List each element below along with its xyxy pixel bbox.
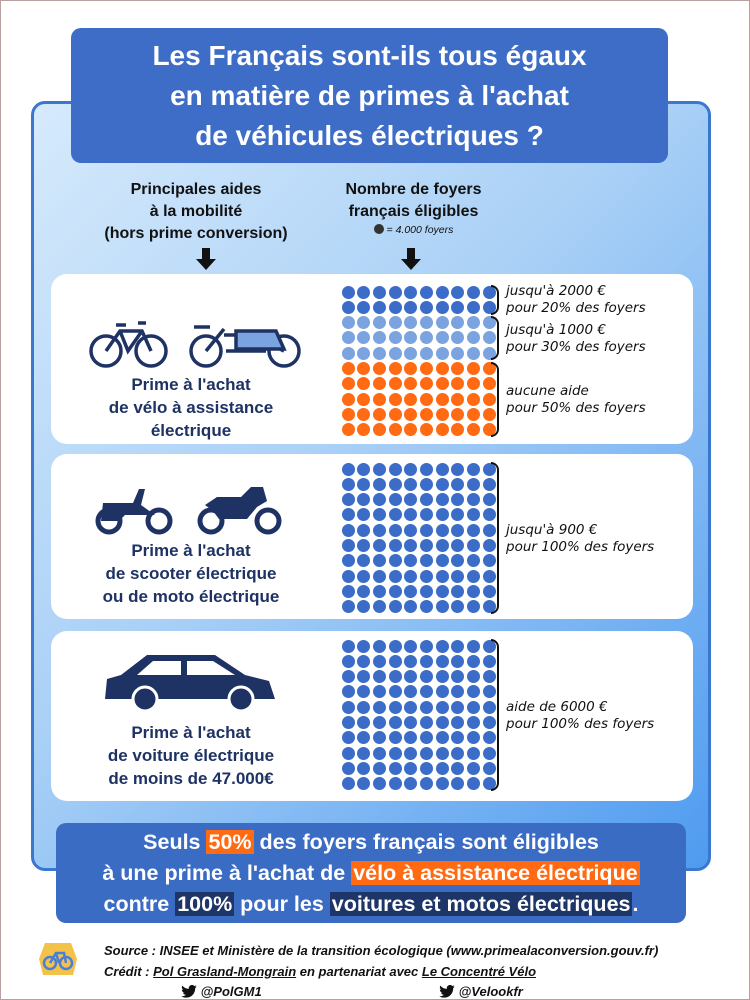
- label-line: de scooter électrique: [105, 564, 277, 583]
- household-dot: [342, 478, 355, 491]
- household-dot: [373, 316, 386, 329]
- scooter-moto-icon: [93, 483, 288, 538]
- household-dot: [373, 777, 386, 790]
- household-dot: [342, 585, 355, 598]
- household-dot: [342, 316, 355, 329]
- label-line: Prime à l'achat: [131, 375, 251, 394]
- title-line: de véhicules électriques ?: [195, 120, 544, 151]
- dot-legend-text: = 4.000 foyers: [386, 224, 454, 236]
- household-dot: [342, 423, 355, 436]
- group-brace: [491, 362, 499, 438]
- household-dot: [342, 508, 355, 521]
- household-dot: [342, 408, 355, 421]
- text: Seuls: [143, 830, 207, 854]
- household-dot: [420, 393, 433, 406]
- banner-line: [56, 827, 686, 858]
- household-dot: [436, 493, 449, 506]
- household-dot: [389, 640, 402, 653]
- note-line: pour 20% des foyers: [506, 300, 646, 317]
- household-dot: [342, 600, 355, 613]
- household-dot: [389, 539, 402, 552]
- household-dot: [467, 478, 480, 491]
- household-dot: [373, 762, 386, 775]
- household-dot: [373, 539, 386, 552]
- household-dot: [373, 570, 386, 583]
- panel-label-ebike: [61, 373, 321, 442]
- household-dot: [404, 347, 417, 360]
- household-dot: [467, 408, 480, 421]
- note-line: jusqu'à 2000 €: [506, 283, 606, 300]
- household-dot: [467, 463, 480, 476]
- household-dot: [357, 393, 370, 406]
- household-dot: [436, 747, 449, 760]
- household-dot: [436, 701, 449, 714]
- household-dot: [436, 286, 449, 299]
- household-dot: [373, 747, 386, 760]
- household-dot: [436, 640, 449, 653]
- household-dot: [420, 362, 433, 375]
- conclusion-banner: [56, 823, 686, 923]
- household-dot: [404, 570, 417, 583]
- arrow-down-icon: [196, 248, 216, 270]
- household-dot: [451, 747, 464, 760]
- text: en partenariat avec: [296, 964, 422, 979]
- household-dot: [389, 301, 402, 314]
- header-line: à la mobilité: [149, 203, 243, 220]
- dot-legend-icon: [374, 224, 384, 234]
- household-dot: [436, 478, 449, 491]
- household-dot: [373, 585, 386, 598]
- household-dot: [357, 463, 370, 476]
- household-dot: [342, 539, 355, 552]
- highlight-navy: voitures et motos électriques: [331, 892, 631, 916]
- note-line: pour 30% des foyers: [506, 338, 646, 355]
- household-dot: [404, 640, 417, 653]
- text: pour les: [234, 892, 330, 916]
- household-dot: [342, 716, 355, 729]
- household-dot: [451, 463, 464, 476]
- group-note: [506, 522, 654, 556]
- household-dot: [373, 347, 386, 360]
- household-dot: [436, 554, 449, 567]
- note-line: pour 100% des foyers: [506, 538, 655, 555]
- column-header-aids: [76, 179, 316, 245]
- household-dot: [420, 301, 433, 314]
- household-dot: [389, 762, 402, 775]
- note-line: aide de 6000 €: [506, 698, 608, 715]
- group-note: [506, 383, 646, 417]
- panel-label-scooter: [61, 539, 321, 608]
- household-dot: [404, 524, 417, 537]
- handle-text: @Velookfr: [458, 984, 523, 999]
- household-dot: [389, 524, 402, 537]
- household-dot: [373, 716, 386, 729]
- household-dot: [389, 747, 402, 760]
- household-dot: [342, 377, 355, 390]
- household-dot: [389, 408, 402, 421]
- household-dot: [467, 347, 480, 360]
- household-dot: [373, 301, 386, 314]
- household-dot: [373, 408, 386, 421]
- household-dot: [436, 423, 449, 436]
- note-line: pour 50% des foyers: [506, 399, 646, 416]
- household-dot: [342, 747, 355, 760]
- household-dot: [373, 423, 386, 436]
- household-dot: [436, 570, 449, 583]
- text: .: [632, 892, 639, 916]
- household-dot: [420, 347, 433, 360]
- label-line: Prime à l'achat: [131, 541, 251, 560]
- household-dot: [389, 554, 402, 567]
- household-dot: [436, 539, 449, 552]
- label-line: de moins de 47.000€: [108, 769, 274, 788]
- author-link[interactable]: Pol Grasland-Mongrain: [153, 964, 297, 979]
- household-dot: [342, 463, 355, 476]
- household-dot: [467, 716, 480, 729]
- household-dot: [436, 347, 449, 360]
- household-dot: [420, 640, 433, 653]
- handle-text: @PolGM1: [200, 984, 262, 999]
- title-line: en matière de primes à l'achat: [170, 80, 569, 111]
- household-dot: [467, 286, 480, 299]
- household-dot: [373, 701, 386, 714]
- twitter-handle-2[interactable]: [439, 984, 523, 999]
- household-dot: [420, 762, 433, 775]
- household-dot: [420, 408, 433, 421]
- household-dot: [467, 762, 480, 775]
- velo-logo: [37, 939, 79, 979]
- household-dot: [420, 701, 433, 714]
- household-dot: [467, 585, 480, 598]
- household-dot: [420, 316, 433, 329]
- partner-link[interactable]: Le Concentré Vélo: [421, 964, 537, 979]
- household-dot: [467, 570, 480, 583]
- household-dot: [467, 701, 480, 714]
- twitter-handle-1[interactable]: [181, 984, 262, 999]
- household-dot: [451, 286, 464, 299]
- household-dot: [467, 393, 480, 406]
- household-dot: [420, 585, 433, 598]
- header-line: Principales aides: [130, 181, 262, 198]
- bicycle-icon: [86, 319, 306, 369]
- household-dot: [436, 463, 449, 476]
- household-dot: [420, 539, 433, 552]
- household-dot: [420, 747, 433, 760]
- group-note: [506, 283, 646, 317]
- household-dot: [467, 655, 480, 668]
- header-line: Nombre de foyers: [345, 181, 482, 198]
- household-dot: [467, 640, 480, 653]
- household-dot: [342, 362, 355, 375]
- household-dot: [342, 493, 355, 506]
- text: Crédit :: [104, 964, 154, 979]
- label-line: électrique: [150, 421, 232, 440]
- household-dot: [342, 331, 355, 344]
- household-dot: [342, 701, 355, 714]
- household-dot: [373, 362, 386, 375]
- household-dot: [373, 655, 386, 668]
- household-dot: [467, 524, 480, 537]
- household-dot: [389, 701, 402, 714]
- label-line: Prime à l'achat: [131, 723, 251, 742]
- group-note: [506, 322, 646, 356]
- household-dot: [342, 640, 355, 653]
- page-title: [71, 28, 668, 163]
- twitter-icon: [181, 985, 197, 998]
- household-dot: [420, 493, 433, 506]
- household-dot: [420, 463, 433, 476]
- household-dot: [357, 524, 370, 537]
- group-brace: [491, 639, 499, 791]
- panel-label-car: [61, 721, 321, 790]
- household-dot: [357, 570, 370, 583]
- household-dot: [389, 508, 402, 521]
- household-dot: [342, 301, 355, 314]
- household-dot: [451, 393, 464, 406]
- household-dot: [357, 640, 370, 653]
- household-dot: [404, 286, 417, 299]
- household-dot: [389, 655, 402, 668]
- household-dot: [342, 670, 355, 683]
- household-dot: [342, 524, 355, 537]
- household-dot: [436, 377, 449, 390]
- household-dot: [436, 408, 449, 421]
- household-dot: [404, 701, 417, 714]
- household-dot: [420, 655, 433, 668]
- household-dot: [420, 670, 433, 683]
- household-dot: [436, 762, 449, 775]
- household-dot: [389, 493, 402, 506]
- household-dot: [404, 747, 417, 760]
- text: contre: [103, 892, 176, 916]
- household-dot: [357, 347, 370, 360]
- title-line: Les Français sont-ils tous égaux: [152, 40, 587, 71]
- household-dot: [436, 393, 449, 406]
- source-text: Source : INSEE et Ministère de la transition écologique (www.primealaconversion.gouv.fr): [104, 943, 659, 958]
- household-dot: [389, 731, 402, 744]
- household-dot: [389, 331, 402, 344]
- household-dot: [389, 347, 402, 360]
- household-dot: [342, 685, 355, 698]
- household-dot: [389, 393, 402, 406]
- household-dot: [373, 600, 386, 613]
- column-header-households: [326, 179, 501, 237]
- highlight-orange: vélo à assistance électrique: [353, 861, 638, 885]
- text: des foyers français sont éligibles: [253, 830, 599, 854]
- note-line: aucune aide: [506, 382, 589, 399]
- household-dot: [342, 554, 355, 567]
- household-dot: [420, 716, 433, 729]
- household-dot: [389, 362, 402, 375]
- household-dot: [389, 600, 402, 613]
- household-dot: [373, 640, 386, 653]
- household-dot: [357, 701, 370, 714]
- household-dot: [389, 716, 402, 729]
- household-dot: [436, 316, 449, 329]
- household-dot: [357, 655, 370, 668]
- household-dot: [420, 570, 433, 583]
- household-dot: [420, 478, 433, 491]
- note-line: jusqu'à 1000 €: [506, 321, 606, 338]
- label-line: ou de moto électrique: [102, 587, 280, 606]
- household-dot: [389, 423, 402, 436]
- banner-line: [56, 858, 686, 889]
- household-dot: [467, 362, 480, 375]
- banner-line: [56, 889, 686, 920]
- note-line: pour 100% des foyers: [506, 715, 655, 732]
- household-dot: [451, 640, 464, 653]
- household-dot: [420, 286, 433, 299]
- household-dot: [436, 670, 449, 683]
- household-dot: [389, 478, 402, 491]
- arrow-down-icon: [401, 248, 421, 270]
- household-dot: [342, 731, 355, 744]
- household-dot: [357, 762, 370, 775]
- credit-text: [104, 964, 536, 979]
- highlight-orange: 50%: [208, 830, 252, 854]
- household-dot: [451, 570, 464, 583]
- household-dot: [373, 463, 386, 476]
- household-dot: [436, 362, 449, 375]
- household-dot: [389, 670, 402, 683]
- household-dot: [389, 585, 402, 598]
- group-note: [506, 699, 654, 733]
- household-dot: [357, 585, 370, 598]
- household-dot: [389, 463, 402, 476]
- household-dot: [342, 286, 355, 299]
- household-dot: [342, 655, 355, 668]
- household-dot: [389, 316, 402, 329]
- household-dot: [467, 539, 480, 552]
- twitter-icon: [439, 985, 455, 998]
- label-line: de vélo à assistance: [108, 398, 274, 417]
- household-dot: [357, 747, 370, 760]
- household-dot: [436, 731, 449, 744]
- label-line: de voiture électrique: [107, 746, 275, 765]
- household-dot: [389, 685, 402, 698]
- household-dot: [436, 716, 449, 729]
- household-dot: [373, 493, 386, 506]
- household-dot: [389, 777, 402, 790]
- household-dot: [373, 670, 386, 683]
- group-brace: [491, 316, 499, 361]
- household-dot: [357, 301, 370, 314]
- household-dot: [420, 524, 433, 537]
- header-line: français éligibles: [348, 203, 479, 220]
- dot-legend: [326, 223, 501, 237]
- household-dot: [467, 747, 480, 760]
- highlight-navy: 100%: [177, 892, 233, 916]
- household-dot: [436, 585, 449, 598]
- household-dot: [436, 524, 449, 537]
- household-dot: [389, 286, 402, 299]
- text: à une prime à l'achat de: [102, 861, 352, 885]
- group-brace: [491, 285, 499, 315]
- household-dot: [373, 524, 386, 537]
- household-dot: [436, 600, 449, 613]
- household-dot: [389, 570, 402, 583]
- household-dot: [357, 286, 370, 299]
- household-dot: [342, 777, 355, 790]
- household-dot: [342, 762, 355, 775]
- household-dot: [389, 377, 402, 390]
- car-icon: [101, 651, 281, 711]
- household-dot: [342, 347, 355, 360]
- household-dot: [467, 301, 480, 314]
- household-dot: [373, 393, 386, 406]
- header-line: (hors prime conversion): [104, 225, 288, 242]
- household-dot: [404, 463, 417, 476]
- household-dot: [373, 286, 386, 299]
- group-brace: [491, 462, 499, 614]
- note-line: jusqu'à 900 €: [506, 521, 598, 538]
- household-dot: [342, 393, 355, 406]
- household-dot: [404, 393, 417, 406]
- household-dot: [357, 408, 370, 421]
- household-dot: [436, 777, 449, 790]
- household-dot: [373, 478, 386, 491]
- household-dot: [436, 655, 449, 668]
- household-dot: [342, 570, 355, 583]
- household-dot: [357, 478, 370, 491]
- household-dot: [436, 301, 449, 314]
